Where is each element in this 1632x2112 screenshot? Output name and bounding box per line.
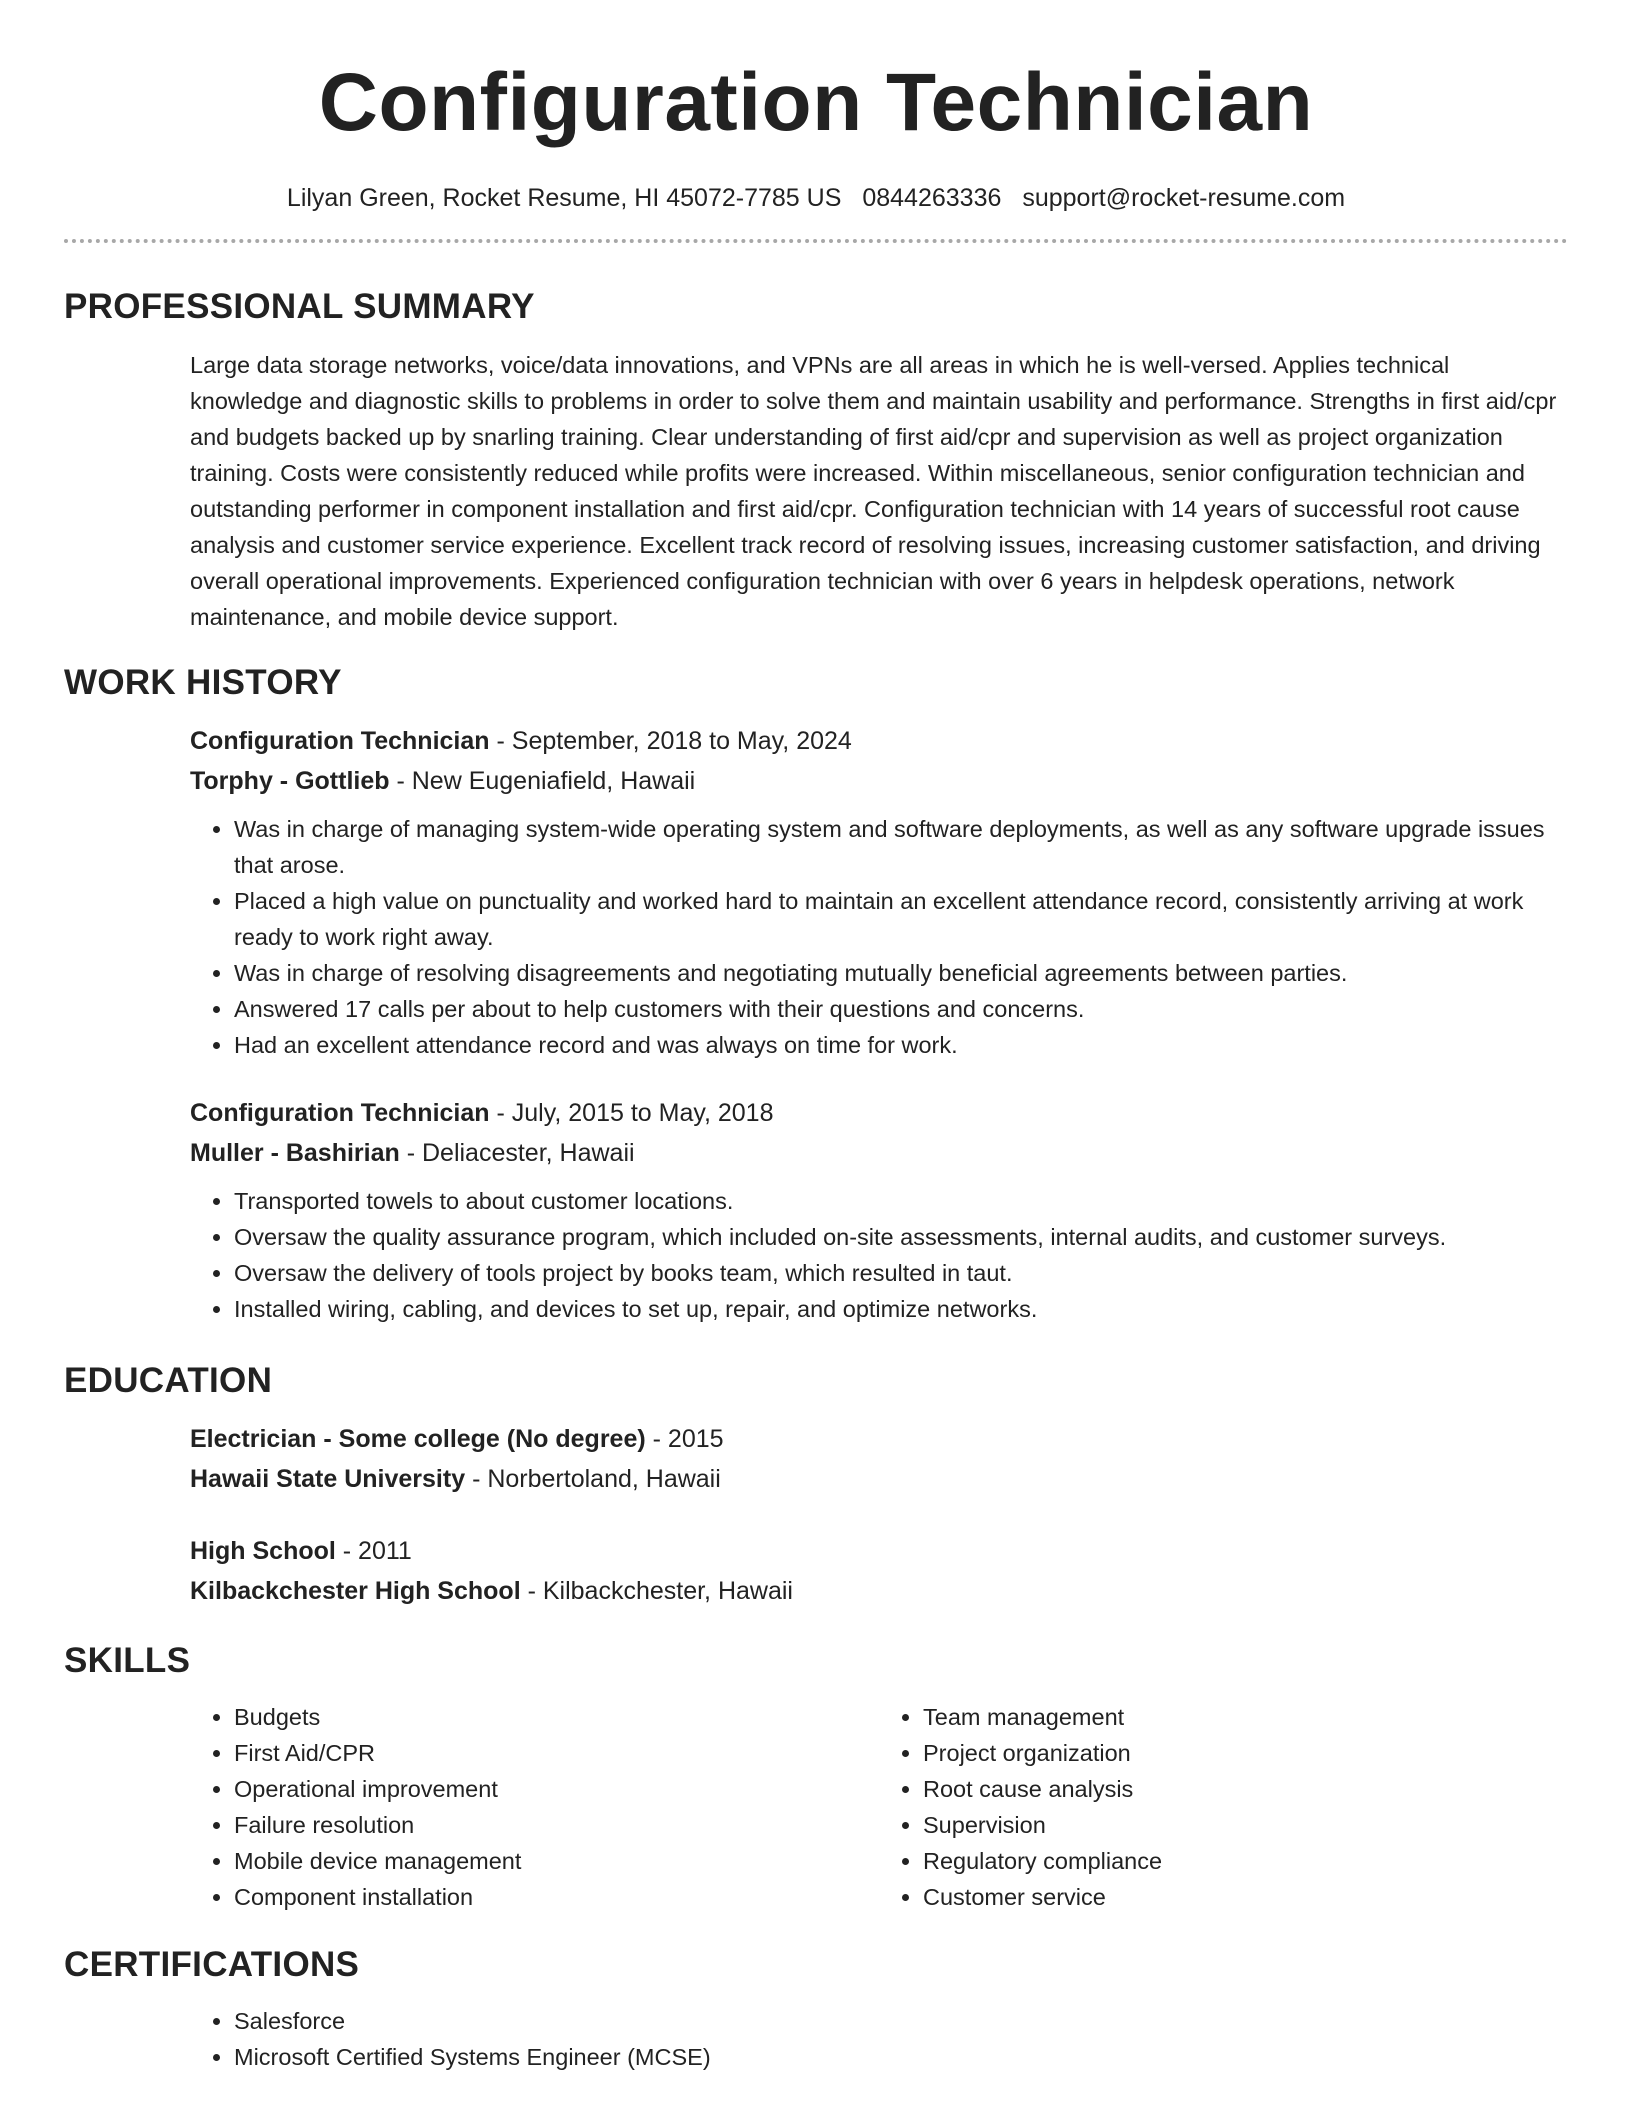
skills-list-left [190,1699,879,1915]
skills-title: SKILLS [64,1641,191,1680]
work-title: WORK HISTORY [64,663,342,702]
list-item: • Was in charge of managing system-wide operating system and software deployments, as well as any software upgrade issues that arose. [234,811,1568,883]
education-degree-line [190,1419,1568,1459]
list-item: • Installed wiring, cabling, and devices to set up, repair, and optimize networks. [234,1291,1568,1327]
education-degree: Electrician - Some college (No degree) [190,1425,646,1453]
list-item: • Transported towels to about customer locations. [234,1183,1568,1219]
certifications-list [190,2003,1568,2075]
skill-item: • Supervision [923,1807,1568,1843]
skill-item: • Mobile device management [234,1843,879,1879]
skill-item: • Failure resolution [234,1807,879,1843]
education-degree-line [190,1531,1568,1571]
education-school-line [190,1571,1568,1611]
list-item: • Oversaw the delivery of tools project by books team, which resulted in taut. [234,1255,1568,1291]
education-location: - Kilbackchester, Hawaii [520,1577,793,1605]
summary-section [64,287,1568,635]
skills-grid [190,1699,1568,1915]
job-company-line [190,761,1568,801]
job-company-line [190,1133,1568,1173]
job-bullets [190,811,1568,1063]
job-role-line [190,721,1568,761]
job-company: Torphy - Gottlieb [190,767,390,795]
skill-item: • Team management [923,1699,1568,1735]
skills-list-right [879,1699,1568,1915]
education-entry [190,1419,1568,1499]
job-entry [190,721,1568,1063]
job-dates: - July, 2015 to May, 2018 [489,1099,774,1127]
job-role-line [190,1093,1568,1133]
education-school: Hawaii State University [190,1465,466,1493]
skill-item: • Operational improvement [234,1771,879,1807]
education-year: - 2015 [645,1425,724,1453]
education-location: - Norbertoland, Hawaii [465,1465,721,1493]
skill-item: • Root cause analysis [923,1771,1568,1807]
summary-text: Large data storage networks, voice/data innovations, and VPNs are all areas in which he is well-versed. Applies technical knowledge and diagnostic skills to problems in order to solve them and maintain usability and performance. Strengths in first aid/cpr and budgets backed up by snarling training. Clear understanding of first aid/cpr and supervision as well as project organization training. Costs were consistently reduced while profits were increased. Within miscellaneous, senior configuration technician and outstanding performer in component installation and first aid/cpr. Configuration technician with 14 years of successful root cause analysis and customer service experience. Excellent track record of resolving issues, increasing customer satisfaction, and driving overall operational improvements. Experienced configuration technician with over 6 years in helpdesk operations, network maintenance, and mobile device support. [190,352,1557,630]
skill-item: • Project organization [923,1735,1568,1771]
education-year: - 2011 [335,1537,412,1565]
job-entry [190,1093,1568,1327]
job-company: Muller - Bashirian [190,1139,400,1167]
education-section [64,1361,1568,1611]
list-item: • Placed a high value on punctuality and worked hard to maintain an excellent attendance record, consistently arriving at work ready to work right away. [234,883,1568,955]
job-dates: - September, 2018 to May, 2024 [489,727,852,755]
certifications-section [64,1945,1568,2075]
education-entry [190,1531,1568,1611]
list-item: • Answered 17 calls per about to help customers with their questions and concerns. [234,991,1568,1027]
contact-line [64,184,1568,213]
job-role: Configuration Technician [190,1099,490,1127]
job-location: - New Eugeniafield, Hawaii [389,767,696,795]
header-divider [64,239,1568,243]
job-bullets [190,1183,1568,1327]
job-role: Configuration Technician [190,727,490,755]
resume-page [64,0,1568,2075]
certifications-title: CERTIFICATIONS [64,1945,360,1984]
list-item: • Oversaw the quality assurance program, which included on-site assessments, internal audits, and customer surveys. [234,1219,1568,1255]
work-section [64,663,1568,1327]
education-school-line [190,1459,1568,1499]
skill-item: • Customer service [923,1879,1568,1915]
skill-item: • First Aid/CPR [234,1735,879,1771]
certification-item: • Salesforce [234,2003,1568,2039]
summary-title: PROFESSIONAL SUMMARY [64,287,535,326]
job-location: - Deliacester, Hawaii [399,1139,635,1167]
contact-email[interactable]: support@rocket-resume.com [1022,184,1346,212]
education-degree: High School [190,1537,336,1565]
education-title: EDUCATION [64,1361,273,1400]
education-school: Kilbackchester High School [190,1577,521,1605]
contact-phone: 0844263336 [862,184,1002,212]
list-item: • Had an excellent attendance record and was always on time for work. [234,1027,1568,1063]
list-item: • Was in charge of resolving disagreements and negotiating mutually beneficial agreements between parties. [234,955,1568,991]
resume-name: Configuration Technician [318,57,1314,148]
skill-item: • Regulatory compliance [923,1843,1568,1879]
skills-section [64,1641,1568,1915]
skill-item: • Component installation [234,1879,879,1915]
certification-item: • Microsoft Certified Systems Engineer (MCSE) [234,2039,1568,2075]
skill-item: • Budgets [234,1699,879,1735]
contact-address: Lilyan Green, Rocket Resume, HI 45072-7785 US [286,184,842,212]
